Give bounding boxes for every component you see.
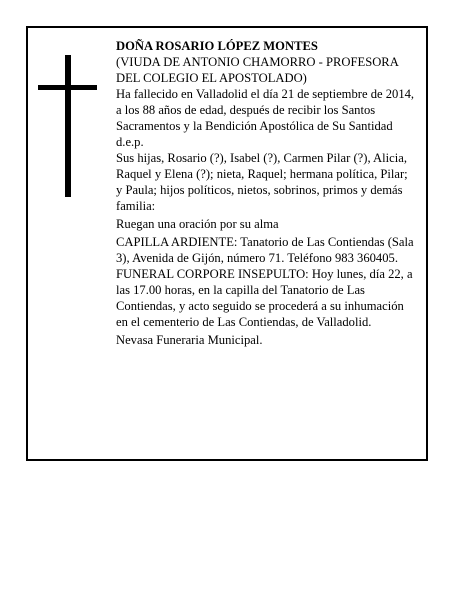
- obituary-text: [116, 38, 416, 348]
- widow-line: (VIUDA DE ANTONIO CHAMORRO - PROFESORA DEL COLEGIO EL APOSTOLADO): [116, 55, 399, 85]
- death-announcement: Ha fallecido en Valladolid el día 21 de septiembre de 2014, a los 88 años de edad, después de recibir los Santos Sacramentos y la Bendición Apostólica de Su Santidad: [116, 87, 415, 133]
- cross-horizontal-bar: [38, 85, 97, 90]
- family-list: Sus hijas, Rosario (?), Isabel (?), Carmen Pilar (?), Alicia, Raquel y Elena (?); nieta, Raquel; hermana política, Pilar; y Paula; hijos políticos, nietos, sobrinos, primos y demás familia:: [116, 151, 408, 213]
- deceased-name: DOÑA ROSARIO LÓPEZ MONTES: [116, 39, 318, 53]
- cross-vertical-bar: [65, 55, 71, 197]
- funeral-info: FUNERAL CORPORE INSEPULTO: Hoy lunes, día 22, a las 17.00 horas, en la capilla del Tanatorio de Las Contiendas, y acto seguido se procederá a su inhumación en el cementerio de Las Contiendas, de Valladolid.: [116, 267, 413, 329]
- prayer-request: Ruegan una oración por su alma: [116, 217, 279, 231]
- obituary-notice: [26, 26, 428, 461]
- funeral-home: Nevasa Funeraria Municipal.: [116, 333, 263, 347]
- chapel-info: CAPILLA ARDIENTE: Tanatorio de Las Contiendas (Sala 3), Avenida de Gijón, número 71. Teléfono 983 360405.: [116, 235, 414, 265]
- dep-line: d.e.p.: [116, 135, 144, 149]
